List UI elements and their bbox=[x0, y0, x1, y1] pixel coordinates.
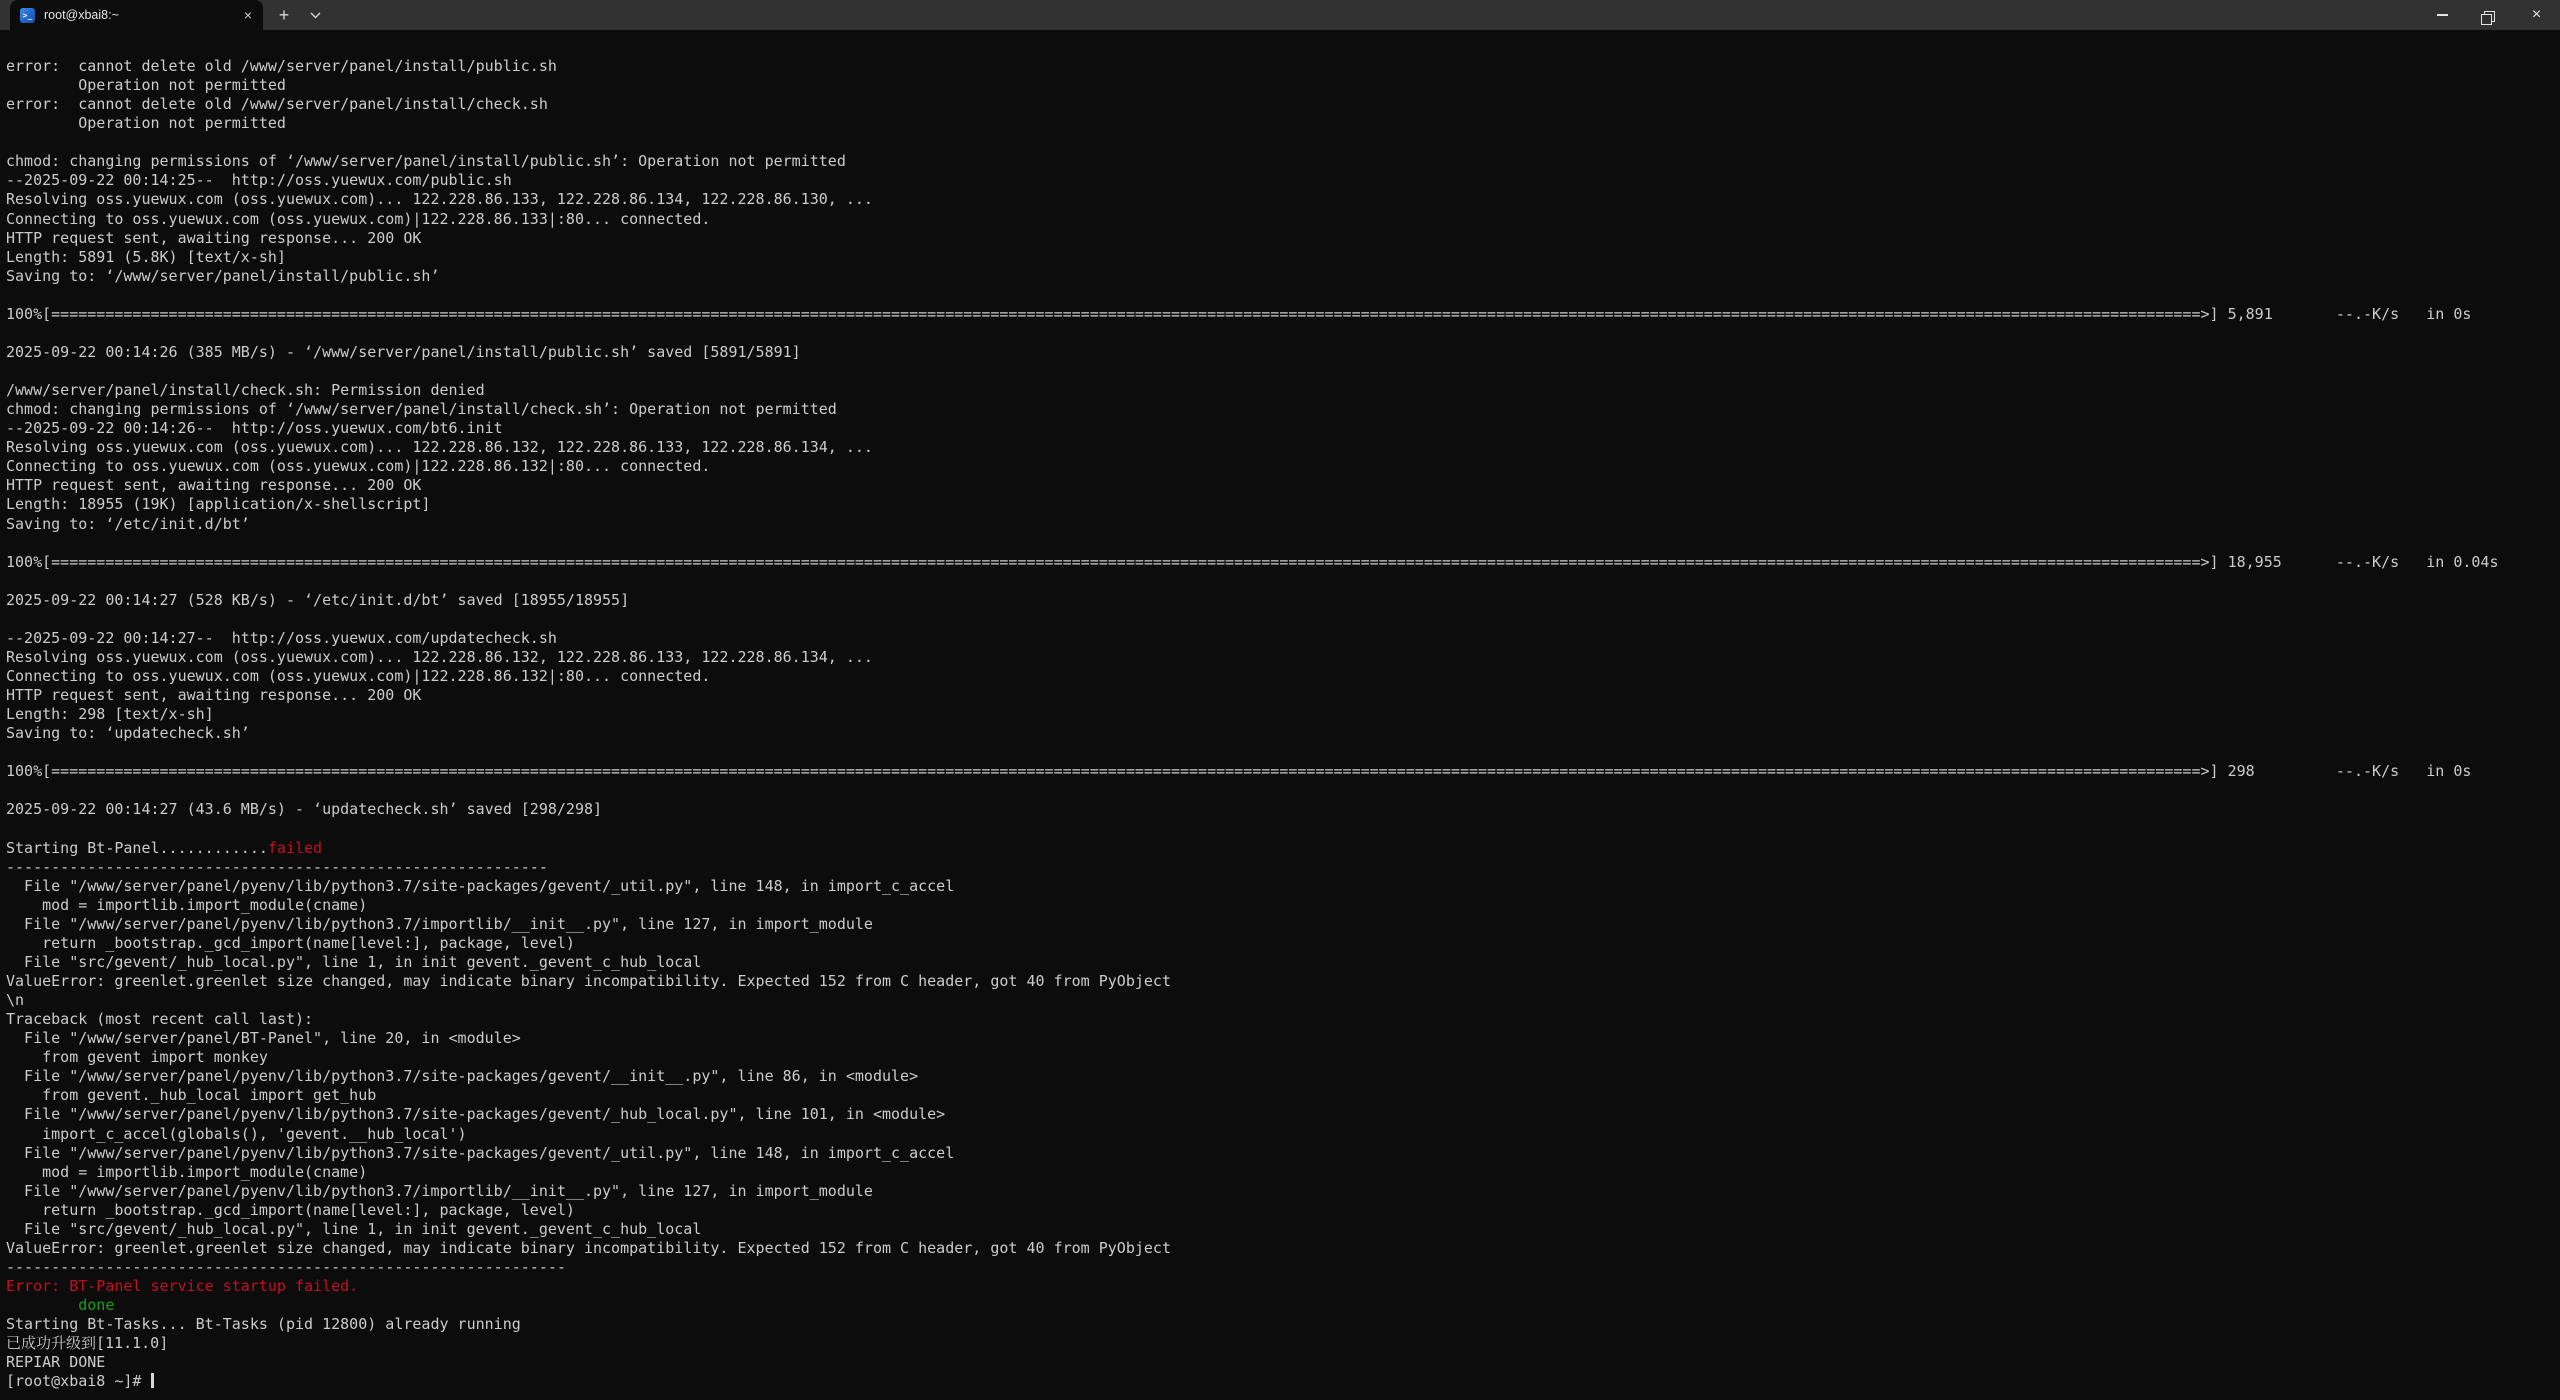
terminal-line: [root@xbai8 ~]# bbox=[6, 1372, 2560, 1391]
terminal-line: -------------------------------------------------------------- bbox=[6, 1257, 566, 1276]
titlebar-drag-area bbox=[329, 0, 2419, 30]
terminal-line: 2025-09-22 00:14:26 (385 MB/s) - ‘/www/server/panel/install/public.sh’ saved [5891/5891] bbox=[6, 342, 801, 361]
minimize-icon bbox=[2437, 14, 2448, 16]
terminal-line: mod = importlib.import_module(cname) bbox=[6, 1162, 368, 1181]
terminal-line: HTTP request sent, awaiting response... 200 OK bbox=[6, 686, 422, 705]
tab-close-button[interactable]: × bbox=[243, 7, 253, 23]
terminal-line: File "/www/server/panel/pyenv/lib/python3.7/importlib/__init__.py", line 127, in import_module bbox=[6, 914, 873, 933]
terminal-line: return _bootstrap._gcd_import(name[level:], package, level) bbox=[6, 933, 575, 952]
terminal-line: Resolving oss.yuewux.com (oss.yuewux.com)... 122.228.86.132, 122.228.86.133, 122.228.86.134, ... bbox=[6, 438, 873, 457]
terminal-line: 100%[==============================================================================================================================================================================================================================================>] 5,891 --.-K/s in 0s bbox=[6, 304, 2472, 323]
terminal-line: /www/server/panel/install/check.sh: Permission denied bbox=[6, 381, 485, 400]
terminal-line: Length: 5891 (5.8K) [text/x-sh] bbox=[6, 247, 286, 266]
terminal-line: Traceback (most recent call last): bbox=[6, 1010, 314, 1029]
terminal-line: 2025-09-22 00:14:27 (528 KB/s) - ‘/etc/init.d/bt’ saved [18955/18955] bbox=[6, 590, 630, 609]
terminal-line: Length: 298 [text/x-sh] bbox=[6, 705, 214, 724]
terminal-line: File "/www/server/panel/pyenv/lib/python3.7/site-packages/gevent/_util.py", line 148, in import_c_accel bbox=[6, 876, 955, 895]
powershell-terminal-icon: >_ bbox=[20, 8, 35, 23]
terminal-line: 已成功升级到[11.1.0] bbox=[6, 1334, 169, 1353]
terminal-line bbox=[6, 820, 2560, 839]
terminal-line bbox=[6, 743, 2560, 762]
terminal-line: 100%[==============================================================================================================================================================================================================================================>] 298 --.-K/s in 0s bbox=[6, 762, 2472, 781]
terminal-line bbox=[6, 362, 2560, 381]
terminal-line: File "/www/server/panel/pyenv/lib/python3.7/site-packages/gevent/_hub_local.py", line 101, in <module> bbox=[6, 1105, 946, 1124]
terminal-line: File "/www/server/panel/pyenv/lib/python3.7/site-packages/gevent/__init__.py", line 86, in <module> bbox=[6, 1067, 919, 1086]
terminal-line: ValueError: greenlet.greenlet size changed, may indicate binary incompatibility. Expected 152 from C header, got 40 from PyObject bbox=[6, 972, 1171, 990]
terminal-line: from gevent._hub_local import get_hub bbox=[6, 1086, 377, 1105]
terminal-line: HTTP request sent, awaiting response... 200 OK bbox=[6, 476, 422, 495]
terminal-tab[interactable] bbox=[10, 0, 263, 30]
terminal-line: HTTP request sent, awaiting response... 200 OK bbox=[6, 228, 422, 247]
terminal-line: Starting Bt-Tasks... Bt-Tasks (pid 12800) already running bbox=[6, 1315, 521, 1334]
terminal-line: ValueError: greenlet.greenlet size changed, may indicate binary incompatibility. Expected 152 from C header, got 40 from PyObject bbox=[6, 1238, 1171, 1257]
new-tab-button[interactable]: + bbox=[278, 4, 290, 25]
terminal-line: Length: 18955 (19K) [application/x-shellscript] bbox=[6, 495, 431, 514]
terminal-line: error: cannot delete old /www/server/panel/install/check.sh bbox=[6, 95, 548, 114]
terminal-line: Connecting to oss.yuewux.com (oss.yuewux.com)|122.228.86.132|:80... connected. bbox=[6, 667, 711, 685]
terminal-line: import_c_accel(globals(), 'gevent.__hub_local') bbox=[6, 1124, 467, 1143]
terminal-line: ------------------------------------------------------------ bbox=[6, 857, 548, 876]
terminal-line: --2025-09-22 00:14:25-- http://oss.yuewux.com/public.sh bbox=[6, 171, 512, 190]
terminal-line: done bbox=[78, 1296, 115, 1315]
minimize-button[interactable] bbox=[2419, 0, 2466, 30]
terminal-line: mod = importlib.import_module(cname) bbox=[6, 895, 368, 914]
terminal-line: chmod: changing permissions of ‘/www/server/panel/install/check.sh’: Operation not permitted bbox=[6, 400, 837, 419]
terminal-line: File "src/gevent/_hub_local.py", line 1, in init gevent._gevent_c_hub_local bbox=[6, 952, 702, 971]
terminal-line: Saving to: ‘/etc/init.d/bt’ bbox=[6, 514, 250, 533]
terminal-line: 100%[==============================================================================================================================================================================================================================================>] 18,955 --.-K/s in 0.04s bbox=[6, 552, 2499, 571]
terminal-line: Error: BT-Panel service startup failed. bbox=[6, 1277, 359, 1295]
restore-button[interactable] bbox=[2466, 0, 2513, 30]
title-bar bbox=[0, 0, 2560, 30]
terminal-line: error: cannot delete old /www/server/panel/install/public.sh bbox=[6, 57, 557, 75]
terminal-line bbox=[6, 781, 2560, 800]
terminal-line bbox=[6, 286, 2560, 305]
terminal-line: Connecting to oss.yuewux.com (oss.yuewux.com)|122.228.86.132|:80... connected. bbox=[6, 457, 711, 476]
terminal-line: chmod: changing permissions of ‘/www/server/panel/install/public.sh’: Operation not permitted bbox=[6, 152, 846, 171]
terminal-line: --2025-09-22 00:14:26-- http://oss.yuewux.com/bt6.init bbox=[6, 419, 503, 438]
terminal-screen[interactable] bbox=[0, 30, 2560, 1400]
terminal-line: File "src/gevent/_hub_local.py", line 1, in init gevent._gevent_c_hub_local bbox=[6, 1219, 702, 1238]
terminal-line: \n bbox=[6, 991, 25, 1010]
terminal-line: REPIAR DONE bbox=[6, 1353, 106, 1372]
restore-icon bbox=[2484, 11, 2495, 22]
close-button[interactable] bbox=[2513, 0, 2560, 30]
terminal-line: File "/www/server/panel/pyenv/lib/python3.7/importlib/__init__.py", line 127, in import_module bbox=[6, 1181, 873, 1200]
terminal-line: return _bootstrap._gcd_import(name[level:], package, level) bbox=[6, 1200, 575, 1219]
terminal-line: Saving to: ‘updatecheck.sh’ bbox=[6, 724, 250, 743]
terminal-line: Starting Bt-Panel............failed bbox=[6, 838, 323, 857]
terminal-line: Connecting to oss.yuewux.com (oss.yuewux.com)|122.228.86.133|:80... connected. bbox=[6, 209, 711, 228]
tab-dropdown-button[interactable] bbox=[301, 0, 329, 30]
chevron-down-icon bbox=[310, 12, 321, 19]
terminal-line bbox=[6, 133, 2560, 152]
tab-title: root@xbai8:~ bbox=[44, 8, 119, 22]
terminal-line: Operation not permitted bbox=[6, 76, 286, 95]
terminal-line: Resolving oss.yuewux.com (oss.yuewux.com)... 122.228.86.132, 122.228.86.133, 122.228.86.134, ... bbox=[6, 647, 873, 666]
terminal-line: from gevent import monkey bbox=[6, 1048, 268, 1067]
terminal-line: File "/www/server/panel/BT-Panel", line 20, in <module> bbox=[6, 1029, 521, 1048]
terminal-line: Saving to: ‘/www/server/panel/install/public.sh’ bbox=[6, 266, 440, 285]
terminal-line bbox=[6, 610, 2560, 629]
text-cursor bbox=[151, 1373, 154, 1388]
terminal-line bbox=[6, 572, 2560, 591]
terminal-line: --2025-09-22 00:14:27-- http://oss.yuewux.com/updatecheck.sh bbox=[6, 628, 557, 647]
terminal-line: Resolving oss.yuewux.com (oss.yuewux.com)... 122.228.86.133, 122.228.86.134, 122.228.86.130, ... bbox=[6, 190, 873, 209]
terminal-line bbox=[6, 324, 2560, 343]
close-icon: × bbox=[2531, 6, 2542, 23]
terminal-lines bbox=[6, 57, 2560, 1391]
terminal-line: File "/www/server/panel/pyenv/lib/python3.7/site-packages/gevent/_util.py", line 148, in import_c_accel bbox=[6, 1143, 955, 1162]
terminal-line: Operation not permitted bbox=[6, 114, 286, 133]
terminal-line: 2025-09-22 00:14:27 (43.6 MB/s) - ‘updatecheck.sh’ saved [298/298] bbox=[6, 800, 603, 819]
terminal-line bbox=[6, 534, 2560, 553]
